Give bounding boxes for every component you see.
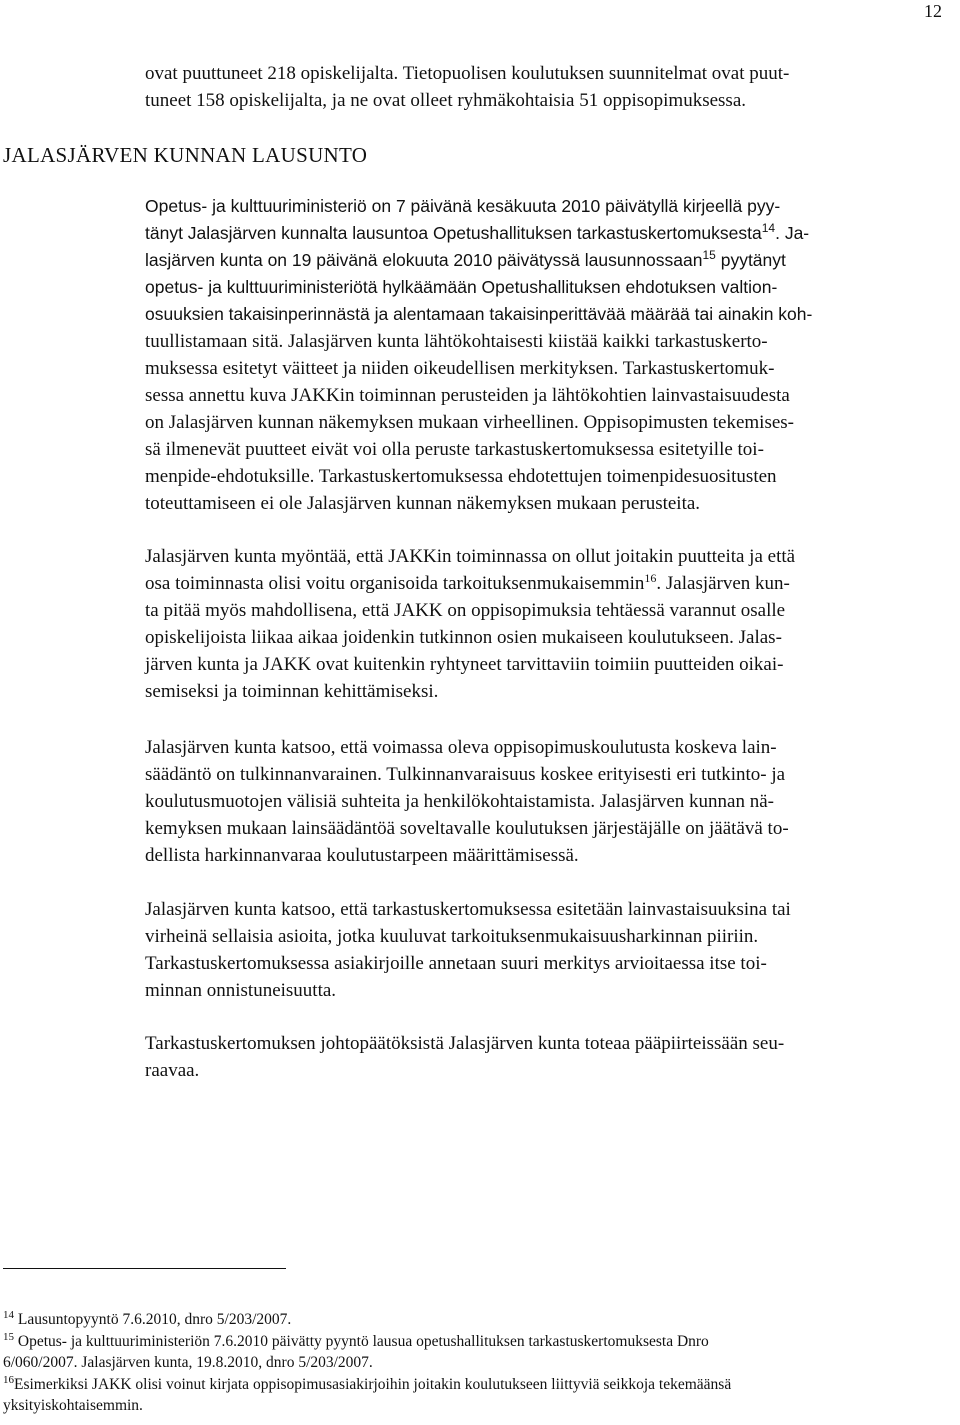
footnote-number: 15: [3, 1330, 14, 1343]
footnote-divider: [3, 1268, 286, 1269]
paragraph-line: säädäntö on tulkinnanvarainen. Tulkinnanvaraisuus koskee erityisesti eri tutkinto- ja: [145, 764, 786, 785]
paragraph-line: on Jalasjärven kunnan näkemyksen mukaan virheellinen. Oppisopimusten tekemises-: [145, 412, 795, 433]
paragraph-line: Tarkastuskertomuksessa asiakirjoille annetaan suuri merkitys arvioitaessa itse toi-: [145, 953, 767, 974]
page-number: 12: [924, 1, 942, 21]
paragraph-line: osuuksien takaisinperinnästä ja alentamaan takaisinperittävää määrää tai ainakin koh-: [145, 304, 813, 324]
footnote-ref-15[interactable]: 15: [702, 248, 716, 262]
footnote-number: 14: [3, 1309, 14, 1321]
paragraph-line: Jalasjärven kunta myöntää, että JAKKin toiminnassa on ollut joitakin puutteita ja että: [145, 546, 796, 567]
paragraph-text: . Jalasjärven kun-: [656, 573, 790, 594]
footnote-15: [3, 1331, 953, 1353]
paragraph-text: pyytänyt: [715, 250, 786, 270]
paragraph-line: ta pitää myös mahdollisena, että JAKK on oppisopimuksia tehtäessä varannut osalle: [145, 600, 786, 621]
paragraph-line: raavaa.: [145, 1060, 200, 1081]
section-heading: JALASJÄRVEN KUNNAN LAUSUNTO: [3, 143, 368, 167]
paragraph-text: tänyt Jalasjärven kunnalta lausuntoa Opetushallituksen tarkastuskertomuksesta: [145, 223, 762, 243]
paragraph-line: tuullistamaan sitä. Jalasjärven kunta lähtökohtaisesti kiistää kaikki tarkastuskerto-: [145, 331, 768, 352]
paragraph-line: opiskelijoista liikaa aikaa joidenkin tutkinnon osien mukaiseen koulutukseen. Jalas-: [145, 627, 782, 648]
paragraph-line: semiseksi ja toiminnan kehittämiseksi.: [145, 681, 439, 702]
footnote-ref-14[interactable]: 14: [761, 221, 776, 235]
paragraph-line: [145, 220, 945, 247]
intro-line-1: ovat puuttuneet 218 opiskelijalta. Tietopuolisen koulutuksen suunnitelmat ovat puut-: [145, 63, 790, 84]
footnote-ref-16[interactable]: 16: [644, 571, 657, 585]
footnote-14: [3, 1309, 953, 1331]
intro-line-2: tuneet 158 opiskelijalta, ja ne ovat olleet ryhmäkohtaisia 51 oppisopimuksessa.: [145, 90, 747, 111]
paragraph-text: lasjärven kunta on 19 päivänä elokuuta 2010 päivätyssä lausunnossaan: [145, 250, 703, 270]
paragraph-text: . Ja-: [775, 223, 810, 243]
footnotes: [3, 1309, 953, 1417]
intro-paragraph: [145, 60, 945, 114]
paragraph-line: toteuttamiseen ei ole Jalasjärven kunnan näkemyksen mukaan perusteita.: [145, 493, 701, 514]
paragraph-statement: [145, 193, 945, 517]
footnote-15-continued: 6/060/2007. Jalasjärven kunta, 19.8.2010, dnro 5/203/2007.: [3, 1354, 373, 1371]
paragraph-line: minnan onnistuneisuutta.: [145, 980, 337, 1001]
paragraph-line: Opetus- ja kulttuuriministeriö on 7 päivänä kesäkuuta 2010 päivätyllä kirjeellä pyy-: [145, 196, 781, 216]
paragraph-line: virheinä sellaisia asioita, jotka kuuluvat tarkoituksenmukaisuusharkinnan piiriin.: [145, 926, 759, 947]
footnote-text: Opetus- ja kulttuuriministeriön 7.6.2010 päivätty pyyntö lausua opetushallituksen tarkastuskertomuksesta Dnro: [14, 1332, 709, 1350]
footnote-text: Lausuntopyyntö 7.6.2010, dnro 5/203/2007.: [14, 1311, 292, 1328]
footnote-text: Esimerkiksi JAKK olisi voinut kirjata oppisopimusasiakirjoihin joitakin koulutukseen liittyviä seikkoja tekemäänsä: [14, 1375, 732, 1393]
paragraph-line: järven kunta ja JAKK ovat kuitenkin ryhtyneet tarvittaviin toimiin puutteiden oikai-: [145, 654, 784, 675]
paragraph-line: Jalasjärven kunta katsoo, että voimassa oleva oppisopimuskoulutusta koskeva lain-: [145, 737, 777, 758]
paragraph-text: osa toiminnasta olisi voitu organisoida tarkoituksenmukaisemmin: [145, 573, 645, 594]
footnote-16-continued: yksityiskohtaisemmin.: [3, 1397, 143, 1414]
paragraph-line: muksessa esitetyt väitteet ja niiden oikeudellisen merkityksen. Tarkastuskertomuk-: [145, 358, 775, 379]
paragraph-line: opetus- ja kulttuuriministeriötä hylkäämään Opetushallituksen ehdotuksen valtion-: [145, 277, 778, 297]
paragraph-line: sessa annettu kuva JAKKin toiminnan perusteiden ja lähtökohtien lainvastaisuudesta: [145, 385, 790, 406]
paragraph-line: Jalasjärven kunta katsoo, että tarkastuskertomuksessa esitetään lainvastaisuuksina tai: [145, 899, 791, 920]
paragraph-line: koulutusmuotojen välisiä suhteita ja henkilökohtaistamista. Jalasjärven kunnan nä-: [145, 791, 774, 812]
paragraph-legislation: [145, 734, 945, 869]
paragraph-line: Tarkastuskertomuksen johtopäätöksistä Jalasjärven kunta toteaa pääpiirteissään seu-: [145, 1033, 785, 1054]
paragraph-line: dellista harkinnanvaraa koulutustarpeen määrittämisessä.: [145, 845, 579, 866]
paragraph-discretion: [145, 896, 945, 1004]
paragraph-line: [145, 247, 945, 274]
paragraph-line: [145, 570, 945, 597]
paragraph-line: kemyksen mukaan lainsäädäntöä soveltavalle koulutuksen järjestäjälle on jäätävä to-: [145, 818, 789, 839]
footnote-number: 16: [3, 1373, 14, 1386]
paragraph-line: sä ilmenevät puutteet eivät voi olla peruste tarkastuskertomuksessa esitetyille toi-: [145, 439, 764, 460]
paragraph-admission: [145, 543, 945, 705]
paragraph-conclusions: [145, 1030, 945, 1084]
footnote-16: [3, 1374, 953, 1396]
paragraph-line: menpide-ehdotuksille. Tarkastuskertomuksessa ehdotettujen toimenpidesuositusten: [145, 466, 777, 487]
